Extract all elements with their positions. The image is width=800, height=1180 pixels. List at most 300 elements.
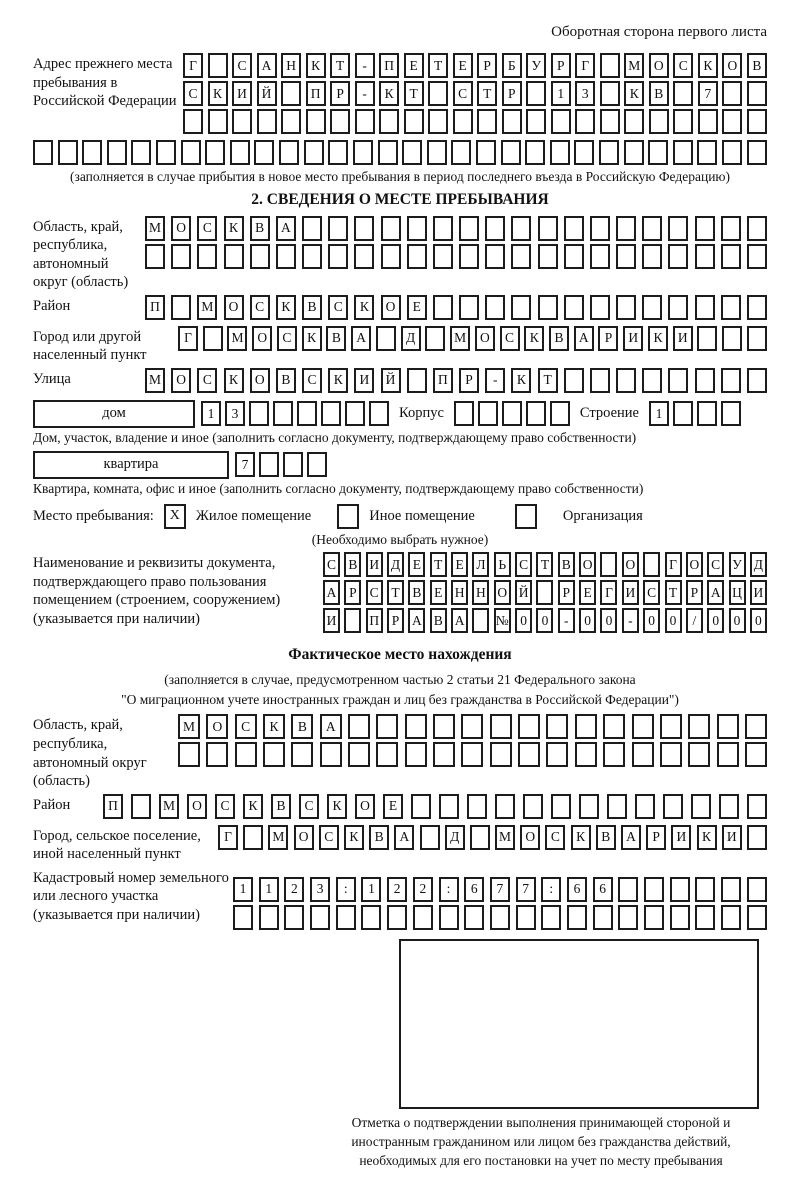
- char-cell: Н: [472, 580, 489, 605]
- char-cell: [407, 368, 427, 393]
- cadastral-rows: [233, 867, 767, 933]
- char-cell: [405, 742, 427, 767]
- char-cell: [428, 109, 448, 134]
- char-cell: Р: [387, 608, 404, 633]
- char-cell: М: [227, 326, 247, 351]
- char-cell: 7: [235, 452, 255, 477]
- actual-location-note-2: "О миграционном учете иностранных граждан и лиц без гражданства в Российской Федерации"): [121, 691, 679, 707]
- char-cell: [328, 244, 348, 269]
- char-cell: [501, 140, 521, 165]
- char-cell: [411, 794, 431, 819]
- char-cell: 7: [698, 81, 718, 106]
- district-row: [145, 295, 767, 320]
- char-cell: С: [232, 53, 252, 78]
- char-cell: [575, 742, 597, 767]
- char-cell: М: [495, 825, 515, 850]
- char-cell: [376, 714, 398, 739]
- char-cell: В: [302, 295, 322, 320]
- char-cell: [745, 714, 767, 739]
- char-cell: К: [224, 216, 244, 241]
- char-cell: [378, 140, 398, 165]
- char-cell: [454, 401, 474, 426]
- char-cell: А: [320, 714, 342, 739]
- char-cell: [230, 140, 250, 165]
- char-cell: 1: [259, 877, 279, 902]
- char-cell: К: [276, 295, 296, 320]
- char-cell: [82, 140, 102, 165]
- char-cell: [208, 53, 228, 78]
- char-cell: [538, 216, 558, 241]
- char-cell: [433, 742, 455, 767]
- char-cell: И: [232, 81, 252, 106]
- char-cell: [107, 140, 127, 165]
- char-cell: Ь: [494, 552, 511, 577]
- char-cell: Н: [451, 580, 468, 605]
- char-cell: [536, 580, 553, 605]
- char-cell: [249, 401, 269, 426]
- char-cell: С: [453, 81, 473, 106]
- char-cell: [345, 401, 365, 426]
- char-cell: 6: [567, 877, 587, 902]
- char-cell: Г: [600, 580, 617, 605]
- char-cell: -: [622, 608, 639, 633]
- char-cell: О: [252, 326, 272, 351]
- char-cell: Р: [646, 825, 666, 850]
- prev-address-row-3: [183, 109, 767, 134]
- char-cell: Д: [750, 552, 767, 577]
- char-cell: [205, 140, 225, 165]
- char-cell: [668, 368, 688, 393]
- char-cell: [670, 905, 690, 930]
- char-cell: [632, 742, 654, 767]
- char-cell: [747, 244, 767, 269]
- char-cell: [369, 401, 389, 426]
- char-cell: [546, 742, 568, 767]
- char-cell: [590, 216, 610, 241]
- char-cell: [387, 905, 407, 930]
- actual-district-label: Район: [33, 796, 71, 813]
- char-cell: [171, 295, 191, 320]
- char-cell: О: [686, 552, 703, 577]
- char-cell: [302, 216, 322, 241]
- char-cell: [263, 742, 285, 767]
- char-cell: [254, 140, 274, 165]
- char-cell: [203, 326, 223, 351]
- char-cell: Б: [502, 53, 522, 78]
- char-cell: [688, 714, 710, 739]
- stamp-box: [399, 939, 759, 1109]
- char-cell: [564, 295, 584, 320]
- char-cell: [575, 714, 597, 739]
- char-cell: [747, 140, 767, 165]
- char-cell: [541, 905, 561, 930]
- char-cell: [747, 326, 767, 351]
- region-field: [33, 216, 767, 292]
- apartment-cells: [235, 452, 327, 477]
- char-cell: И: [622, 580, 639, 605]
- char-cell: [304, 140, 324, 165]
- char-cell: [206, 742, 228, 767]
- char-cell: [722, 326, 742, 351]
- char-cell: [276, 244, 296, 269]
- char-cell: [459, 216, 479, 241]
- char-cell: Е: [383, 794, 403, 819]
- char-cell: [302, 244, 322, 269]
- char-cell: [717, 742, 739, 767]
- char-cell: Е: [407, 295, 427, 320]
- char-cell: [485, 216, 505, 241]
- char-cell: [721, 244, 741, 269]
- char-cell: [695, 244, 715, 269]
- city-label: Город или другой населенный пункт: [33, 328, 147, 364]
- char-cell: У: [729, 552, 746, 577]
- stay-type-option-organization: Организация: [562, 507, 643, 524]
- char-cell: [232, 109, 252, 134]
- char-cell: С: [197, 216, 217, 241]
- char-cell: Ц: [729, 580, 746, 605]
- char-cell: М: [159, 794, 179, 819]
- char-cell: В: [747, 53, 767, 78]
- char-cell: [590, 295, 610, 320]
- char-cell: [546, 714, 568, 739]
- char-cell: О: [224, 295, 244, 320]
- char-cell: [660, 714, 682, 739]
- char-cell: Е: [404, 53, 424, 78]
- char-cell: [607, 794, 627, 819]
- char-cell: С: [500, 326, 520, 351]
- house-note: Дом, участок, владение и иное (заполнить согласно документу, подтверждающему право собственности): [33, 429, 637, 445]
- char-cell: [235, 742, 257, 767]
- char-cell: [376, 742, 398, 767]
- city-field: [33, 326, 767, 365]
- document-row-1: [323, 552, 767, 577]
- char-cell: [478, 401, 498, 426]
- char-cell: [281, 109, 301, 134]
- region-rows: [145, 216, 767, 272]
- char-cell: С: [277, 326, 297, 351]
- char-cell: А: [276, 216, 296, 241]
- char-cell: [511, 216, 531, 241]
- char-cell: М: [624, 53, 644, 78]
- char-cell: А: [394, 825, 414, 850]
- actual-region-field: [33, 714, 767, 790]
- actual-city-label: Город, сельское поселение, иной населенный пункт: [33, 827, 201, 863]
- char-cell: [485, 244, 505, 269]
- char-cell: К: [243, 794, 263, 819]
- apartment-note: Квартира, комната, офис и иное (заполнить согласно документу, подтверждающему право собственности): [33, 480, 644, 496]
- char-cell: Р: [477, 53, 497, 78]
- char-cell: [459, 295, 479, 320]
- char-cell: 0: [579, 608, 596, 633]
- char-cell: [538, 295, 558, 320]
- char-cell: [697, 140, 717, 165]
- char-cell: 2: [387, 877, 407, 902]
- char-cell: И: [354, 368, 374, 393]
- document-row-2: [323, 580, 767, 605]
- char-cell: [257, 109, 277, 134]
- prev-address-row-1: [183, 53, 767, 78]
- char-cell: [600, 109, 620, 134]
- char-cell: [635, 794, 655, 819]
- char-cell: [381, 216, 401, 241]
- char-cell: :: [336, 877, 356, 902]
- char-cell: 2: [284, 877, 304, 902]
- char-cell: Е: [430, 580, 447, 605]
- actual-district-row: [103, 794, 767, 819]
- char-cell: О: [355, 794, 375, 819]
- char-cell: Г: [575, 53, 595, 78]
- char-cell: П: [433, 368, 453, 393]
- char-cell: Н: [281, 53, 301, 78]
- char-cell: [381, 244, 401, 269]
- char-cell: С: [319, 825, 339, 850]
- char-cell: В: [549, 326, 569, 351]
- char-cell: Т: [665, 580, 682, 605]
- char-cell: П: [379, 53, 399, 78]
- char-cell: [283, 452, 303, 477]
- char-cell: [698, 109, 718, 134]
- char-cell: 3: [225, 401, 245, 426]
- char-cell: И: [750, 580, 767, 605]
- char-cell: [618, 877, 638, 902]
- cadastral-row-1: [233, 877, 767, 902]
- char-cell: [433, 295, 453, 320]
- char-cell: [224, 244, 244, 269]
- char-cell: [413, 905, 433, 930]
- char-cell: [660, 742, 682, 767]
- char-cell: [208, 109, 228, 134]
- char-cell: [649, 109, 669, 134]
- char-cell: О: [381, 295, 401, 320]
- char-cell: [695, 368, 715, 393]
- char-cell: [407, 216, 427, 241]
- char-cell: К: [571, 825, 591, 850]
- char-cell: 0: [536, 608, 553, 633]
- house-row: [33, 400, 767, 428]
- char-cell: [425, 326, 445, 351]
- char-cell: [405, 714, 427, 739]
- char-cell: [310, 905, 330, 930]
- prev-address-note: (заполняется в случае прибытия в новое место пребывания в период последнего въезда в Российскую Федерацию): [69, 169, 731, 184]
- char-cell: [616, 216, 636, 241]
- char-cell: [644, 905, 664, 930]
- char-cell: В: [344, 552, 361, 577]
- char-cell: [279, 140, 299, 165]
- char-cell: [745, 742, 767, 767]
- document-label: Наименование и реквизиты документа, подтверждающего право пользования помещением (строением, сооружением) (указывается при наличии): [33, 555, 281, 628]
- char-cell: [721, 216, 741, 241]
- cadastral-row-2: [233, 905, 767, 930]
- stay-type-label: Место пребывания:: [33, 507, 154, 524]
- char-cell: Р: [344, 580, 361, 605]
- char-cell: В: [558, 552, 575, 577]
- char-cell: П: [366, 608, 383, 633]
- char-cell: [642, 216, 662, 241]
- char-cell: В: [649, 81, 669, 106]
- char-cell: [616, 295, 636, 320]
- prev-address-rows: [183, 53, 767, 137]
- char-cell: С: [545, 825, 565, 850]
- char-cell: [642, 368, 662, 393]
- char-cell: С: [643, 580, 660, 605]
- char-cell: 0: [600, 608, 617, 633]
- char-cell: С: [328, 295, 348, 320]
- char-cell: К: [624, 81, 644, 106]
- char-cell: [564, 216, 584, 241]
- char-cell: /: [686, 608, 703, 633]
- char-cell: -: [355, 81, 375, 106]
- char-cell: [307, 452, 327, 477]
- char-cell: И: [671, 825, 691, 850]
- char-cell: Е: [453, 53, 473, 78]
- char-cell: [171, 244, 191, 269]
- prev-address-row-4: [33, 140, 767, 165]
- actual-region-rows: [178, 714, 767, 770]
- char-cell: [291, 742, 313, 767]
- char-cell: Т: [387, 580, 404, 605]
- char-cell: Д: [387, 552, 404, 577]
- char-cell: А: [451, 608, 468, 633]
- char-cell: К: [328, 368, 348, 393]
- char-cell: 0: [643, 608, 660, 633]
- char-cell: [722, 109, 742, 134]
- stroenie-label: Строение: [579, 405, 639, 422]
- char-cell: Т: [536, 552, 553, 577]
- char-cell: Г: [183, 53, 203, 78]
- char-cell: В: [596, 825, 616, 850]
- district-label: Район: [33, 297, 71, 314]
- char-cell: [490, 905, 510, 930]
- char-cell: [453, 109, 473, 134]
- char-cell: [490, 714, 512, 739]
- char-cell: Й: [515, 580, 532, 605]
- char-cell: А: [707, 580, 724, 605]
- char-cell: И: [673, 326, 693, 351]
- char-cell: О: [722, 53, 742, 78]
- char-cell: Р: [686, 580, 703, 605]
- char-cell: Е: [408, 552, 425, 577]
- char-cell: [719, 794, 739, 819]
- char-cell: [354, 244, 374, 269]
- char-cell: [402, 140, 422, 165]
- char-cell: [663, 794, 683, 819]
- char-cell: Г: [665, 552, 682, 577]
- char-cell: 7: [490, 877, 510, 902]
- stay-type-option-residential: Жилое помещение: [195, 507, 312, 524]
- char-cell: [747, 825, 767, 850]
- char-cell: [353, 140, 373, 165]
- char-cell: [428, 81, 448, 106]
- char-cell: [284, 905, 304, 930]
- house-box: дом: [33, 400, 195, 428]
- actual-district-field: [33, 794, 767, 822]
- prev-address-field: [33, 53, 767, 137]
- char-cell: С: [366, 580, 383, 605]
- char-cell: [695, 295, 715, 320]
- char-cell: [590, 244, 610, 269]
- char-cell: [642, 295, 662, 320]
- char-cell: Е: [451, 552, 468, 577]
- char-cell: [603, 714, 625, 739]
- char-cell: [673, 401, 693, 426]
- char-cell: 1: [649, 401, 669, 426]
- char-cell: [348, 714, 370, 739]
- char-cell: И: [623, 326, 643, 351]
- char-cell: [600, 53, 620, 78]
- char-cell: О: [579, 552, 596, 577]
- char-cell: К: [648, 326, 668, 351]
- korpus-label: Корпус: [399, 405, 444, 422]
- char-cell: [551, 794, 571, 819]
- char-cell: С: [707, 552, 724, 577]
- char-cell: [538, 244, 558, 269]
- char-cell: [673, 140, 693, 165]
- char-cell: [550, 140, 570, 165]
- document-field: [33, 552, 767, 636]
- char-cell: Р: [459, 368, 479, 393]
- char-cell: 0: [515, 608, 532, 633]
- char-cell: [747, 905, 767, 930]
- char-cell: [181, 140, 201, 165]
- char-cell: [747, 295, 767, 320]
- char-cell: Г: [178, 326, 198, 351]
- char-cell: К: [524, 326, 544, 351]
- char-cell: [485, 295, 505, 320]
- char-cell: [721, 877, 741, 902]
- char-cell: К: [379, 81, 399, 106]
- char-cell: [722, 81, 742, 106]
- char-cell: [747, 368, 767, 393]
- char-cell: И: [366, 552, 383, 577]
- char-cell: [722, 140, 742, 165]
- char-cell: [407, 244, 427, 269]
- char-cell: [697, 401, 717, 426]
- char-cell: [58, 140, 78, 165]
- street-label: Улица: [33, 370, 71, 387]
- actual-location-note-1: (заполняется в случае, предусмотренном частью 2 статьи 21 Федерального закона: [164, 672, 636, 688]
- char-cell: 0: [750, 608, 767, 633]
- char-cell: [600, 552, 617, 577]
- char-cell: [355, 109, 375, 134]
- char-cell: 3: [575, 81, 595, 106]
- char-cell: 2: [413, 877, 433, 902]
- char-cell: [697, 326, 717, 351]
- district-field: [33, 295, 767, 323]
- char-cell: [670, 877, 690, 902]
- char-cell: 0: [729, 608, 746, 633]
- char-cell: К: [698, 53, 718, 78]
- char-cell: А: [323, 580, 340, 605]
- char-cell: 1: [201, 401, 221, 426]
- char-cell: [404, 109, 424, 134]
- street-row: [145, 368, 767, 393]
- char-cell: [490, 742, 512, 767]
- char-cell: [747, 877, 767, 902]
- char-cell: [695, 905, 715, 930]
- char-cell: О: [494, 580, 511, 605]
- char-cell: М: [268, 825, 288, 850]
- korpus-cells: [454, 401, 570, 426]
- char-cell: [668, 216, 688, 241]
- stay-type-row: [33, 504, 767, 529]
- char-cell: [550, 401, 570, 426]
- char-cell: [747, 794, 767, 819]
- char-cell: [145, 244, 165, 269]
- char-cell: [516, 905, 536, 930]
- char-cell: [344, 608, 361, 633]
- char-cell: [642, 244, 662, 269]
- region-row-2: [145, 244, 767, 269]
